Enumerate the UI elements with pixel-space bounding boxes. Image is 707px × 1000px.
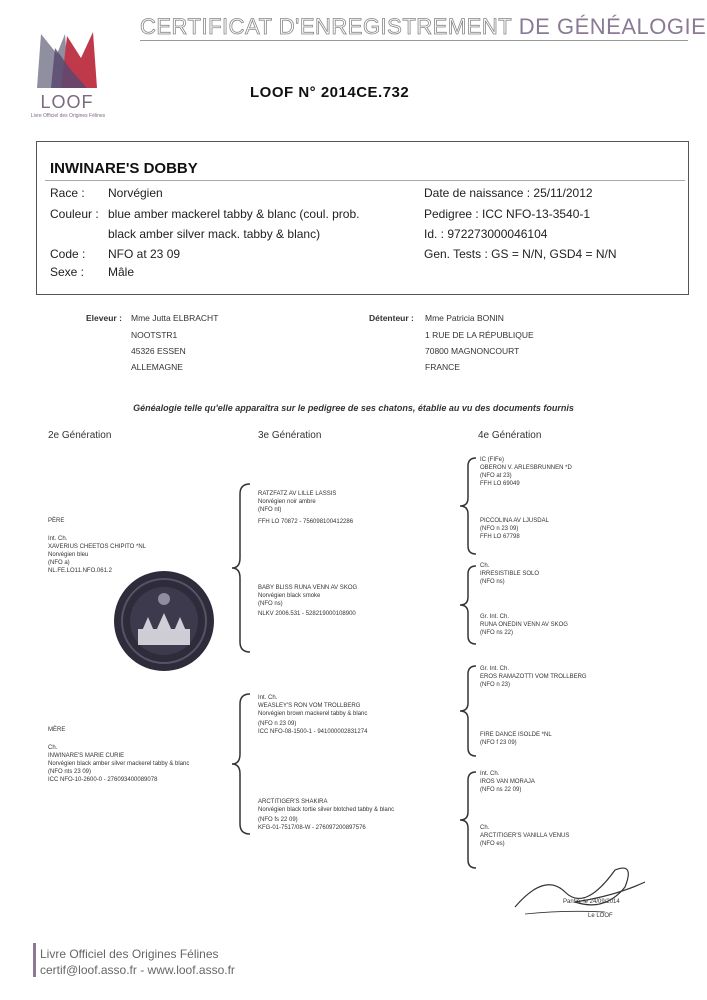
- breeder-address-2: 45326 ESSEN: [131, 346, 186, 356]
- g3-0-reg: FFH LO 70872 - 756098100412286: [258, 519, 354, 525]
- g4-3-code: (NFO ns 22): [480, 630, 514, 636]
- g4-0-code: (NFO at 23): [480, 473, 512, 479]
- title-part2: DE GÉNÉALOGIE: [518, 14, 707, 39]
- pere-name: XAVERIUS CHEETOS CHIPITO *NL: [48, 544, 147, 550]
- g4-3-title: Gr. Int. Ch.: [480, 614, 510, 620]
- g3-2-title: Int. Ch.: [258, 695, 278, 701]
- g3-1-name: BABY BLISS RUNA VENN AV SKOG: [258, 585, 358, 591]
- g3-0-breed: Norvégien noir ambre: [258, 499, 316, 505]
- g4-4-code: (NFO n 23): [480, 682, 511, 688]
- g3-3-breed: Norvégien black tortie silver blotched tabby & blanc: [258, 807, 395, 813]
- g4-4-title: Gr. Int. Ch.: [480, 666, 510, 672]
- breeder-address-1: NOOTSTR1: [131, 330, 178, 340]
- couleur-value-line2: black amber silver mack. tabby & blanc): [108, 227, 321, 241]
- g3-2-name: WEASLEY'S RON VOM TROLLBERG: [258, 703, 361, 709]
- pere-title: Int. Ch.: [48, 536, 68, 542]
- g4-4-name: EROS RAMAZOTTI VOM TROLLBERG: [480, 674, 587, 680]
- breeder-address-3: ALLEMAGNE: [131, 362, 183, 372]
- signature-signer: Le LOOF: [588, 913, 613, 919]
- owner-address-3: FRANCE: [425, 362, 460, 372]
- title-part1: CERTIFICAT D'ENREGISTREMENT: [140, 14, 513, 39]
- signature-place-date: Pantin, le 24/09/2014: [563, 899, 620, 905]
- g3-3-code: (NFO fs 22 09): [258, 817, 298, 823]
- pedigree-number: Pedigree : ICC NFO-13-3540-1: [424, 207, 591, 221]
- g4-7-name: ARCTITIGER'S VANILLA VENUS: [480, 833, 570, 839]
- pere-code: (NFO a): [48, 560, 70, 566]
- g3-2-code: (NFO n 23 09): [258, 721, 297, 727]
- g4-5-code: (NFO f 23 09): [480, 740, 517, 746]
- g4-7-title: Ch.: [480, 825, 490, 831]
- g3-1-reg: NLKV 2006.531 - 528219000108900: [258, 611, 356, 617]
- g3-1-code: (NFO ns): [258, 601, 283, 607]
- brace-g3-1: [458, 564, 480, 646]
- signature: [505, 852, 655, 922]
- pere-breed: Norvégien bleu: [48, 552, 89, 558]
- sexe-label: Sexe :: [50, 265, 85, 279]
- couleur-label: Couleur :: [50, 207, 99, 221]
- brace-pere: [230, 480, 254, 656]
- owner-address-1: 1 RUE DE LA RÉPUBLIQUE: [425, 330, 534, 340]
- genealogy-note: Généalogie telle qu'elle apparaîtra sur le pedigree de ses chatons, établie au vu des documents fournis: [133, 403, 574, 413]
- logo-text: LOOF: [40, 92, 94, 112]
- cat-name: INWINARE'S DOBBY: [50, 160, 198, 177]
- code-value: NFO at 23 09: [108, 247, 181, 261]
- brace-g3-0: [458, 456, 480, 556]
- footer-org-name: Livre Officiel des Origines Félines: [40, 947, 219, 961]
- brace-g3-3: [458, 770, 480, 870]
- g4-3-name: RUNA ONEDIN VENN AV SKOG: [480, 622, 568, 628]
- g4-0-name: OBERON V. ARLESBRUNNEN *D: [480, 465, 572, 471]
- mere-reg: ICC NFO-10-2600-0 - 276093400089078: [48, 777, 158, 783]
- g4-1-code: (NFO n 23 09): [480, 526, 519, 532]
- g4-1-name: PICCOLINA AV LJUSDAL: [480, 518, 549, 524]
- couleur-value-line1: blue amber mackerel tabby & blanc (coul. prob.: [108, 207, 360, 221]
- owner-name: Mme Patricia BONIN: [425, 313, 504, 323]
- g3-0-name: RATZFATZ AV LILLE LASSIS: [258, 491, 337, 497]
- breeder-label: Eleveur :: [86, 313, 122, 323]
- g4-7-code: (NFO es): [480, 841, 505, 847]
- race-label: Race :: [50, 186, 85, 200]
- g4-1-reg: FFH LO 67798: [480, 534, 520, 540]
- logo-subtitle: Livre Officiel des Origines Félines: [30, 113, 106, 119]
- brace-g3-2: [458, 664, 480, 758]
- g4-6-title: Int. Ch.: [480, 771, 500, 777]
- owner-address-2: 70800 MAGNONCOURT: [425, 346, 520, 356]
- gen3-heading: 3e Génération: [258, 430, 322, 441]
- certificate-title: [140, 14, 707, 40]
- brace-mere: [230, 690, 254, 838]
- g3-2-reg: ICC NFO-08-1500-1 - 941000002831274: [258, 729, 368, 735]
- title-underline: [140, 40, 688, 41]
- g4-0-reg: FFH LO 69049: [480, 481, 520, 487]
- gen4-heading: 4e Génération: [478, 430, 542, 441]
- g4-2-name: IRRESISTIBLE SOLO: [480, 571, 540, 577]
- g4-2-code: (NFO ns): [480, 579, 505, 585]
- mere-title: Ch.: [48, 745, 58, 751]
- g4-6-name: IROS VAN MORAJA: [480, 779, 535, 785]
- g4-6-code: (NFO ns 22 09): [480, 787, 522, 793]
- cat-id: Id. : 972273000046104: [424, 227, 548, 241]
- mere-code: (NFO nts 23 09): [48, 769, 92, 775]
- gen2-heading: 2e Génération: [48, 430, 112, 441]
- g4-2-title: Ch.: [480, 563, 490, 569]
- footer-accent-bar: [33, 943, 36, 977]
- footer-contact: certif@loof.asso.fr - www.loof.asso.fr: [40, 963, 235, 977]
- g3-2-breed: Norvégien brown mackerel tabby & blanc: [258, 711, 368, 717]
- g3-3-name: ARCTITIGER'S SHAKIRA: [258, 799, 328, 805]
- g3-1-breed: Norvégien black smoke: [258, 593, 321, 599]
- mere-role: MÈRE: [48, 727, 66, 733]
- loof-seal: [112, 569, 216, 673]
- mere-breed: Norvégien black amber silver mackerel tabby & blanc: [48, 761, 190, 767]
- sexe-value: Mâle: [108, 265, 135, 279]
- g4-0-title: IC (FIFe): [480, 457, 504, 463]
- pere-role: PÈRE: [48, 518, 65, 524]
- owner-label: Détenteur :: [369, 313, 414, 323]
- g3-3-reg: KFG-01-7517/08-W - 276097200897576: [258, 825, 366, 831]
- g3-0-code: (NFO nt): [258, 507, 282, 513]
- g4-5-name: FIRE DANCE ISOLDE *NL: [480, 732, 552, 738]
- gen-tests: Gen. Tests : GS = N/N, GSD4 = N/N: [424, 247, 617, 261]
- birth-date: Date de naissance : 25/11/2012: [424, 186, 593, 200]
- breeder-name: Mme Jutta ELBRACHT: [131, 313, 219, 323]
- cat-name-divider: [45, 180, 685, 181]
- mere-name: INWINARE'S MARIE CURIE: [48, 753, 125, 759]
- pere-reg: NL.FE.LO11.NFO.061.2: [48, 568, 112, 574]
- loof-number: LOOF N° 2014CE.732: [250, 84, 410, 101]
- code-label: Code :: [50, 247, 86, 261]
- race-value: Norvégien: [108, 186, 163, 200]
